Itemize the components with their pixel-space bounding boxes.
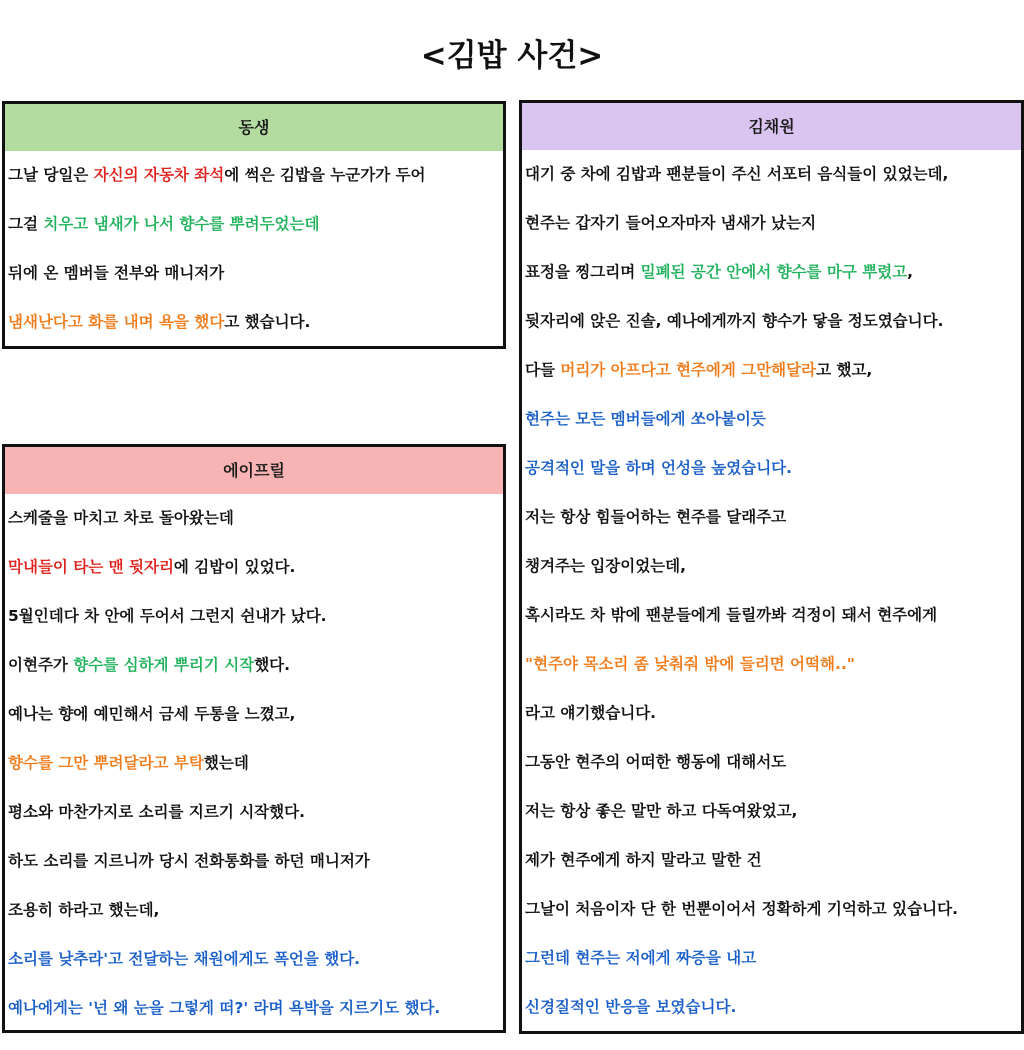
text-segment: 그걸 (8, 215, 44, 233)
text-segment: 하도 소리를 지르니까 당시 전화통화를 하던 매니저가 (8, 852, 370, 870)
kim-chaewon-statement-box (519, 100, 1024, 1034)
text-segment: 향수를 심하게 뿌리기 시작 (73, 656, 255, 674)
text-segment: 저는 항상 좋은 말만 하고 다독여왔었고, (525, 802, 798, 820)
page-title: <김밥 사건> (420, 38, 604, 74)
statement-line (5, 886, 503, 935)
statement-line (522, 542, 1021, 591)
text-segment: "현주야 목소리 좀 낮춰줘 밖에 들리면 어떡해.." (525, 655, 855, 673)
text-segment: 표정을 찡그리며 (525, 263, 641, 281)
text-segment: 소리를 낮추라'고 전달하는 채원에게도 폭언을 했다. (8, 950, 361, 968)
text-segment: 했는데 (203, 754, 249, 772)
text-segment: 예나에게는 '넌 왜 눈을 그렇게 떠?' 라며 욕박을 지르기도 했다. (8, 999, 441, 1017)
text-segment: 뒤에 온 멤버들 전부와 매니저가 (8, 264, 225, 282)
text-segment: 향수를 그만 뿌려달라고 부탁 (8, 754, 204, 772)
statement-line (522, 983, 1021, 1032)
text-segment: 라고 얘기했습니다. (525, 704, 657, 722)
statement-line (522, 199, 1021, 248)
text-segment: 예나는 향에 예민해서 금세 두통을 느꼈고, (8, 705, 296, 723)
text-segment: 그런데 현주는 저에게 짜증을 내고 (525, 949, 757, 967)
statement-lines (5, 151, 503, 347)
text-segment: 이현주가 (8, 656, 74, 674)
text-segment: 치우고 냄새가 나서 향수를 뿌려두었는데 (43, 215, 320, 233)
statement-line (522, 689, 1021, 738)
box-header-kim-chaewon: 김채원 (522, 103, 1021, 150)
statement-line (5, 739, 503, 788)
text-segment: 평소와 마찬가지로 소리를 지르기 시작했다. (8, 803, 305, 821)
box-header-april: 에이프릴 (5, 447, 503, 494)
text-segment: 공격적인 말을 하며 언성을 높였습니다. (525, 459, 793, 477)
april-statement-box (2, 444, 506, 1033)
text-segment: 혹시라도 차 밖에 팬분들에게 들릴까봐 걱정이 돼서 현주에게 (525, 606, 938, 624)
statement-line (5, 494, 503, 543)
text-segment: 신경질적인 반응을 보였습니다. (525, 998, 737, 1016)
text-segment: 현주는 모든 멤버들에게 쏘아붙이듯 (525, 410, 766, 428)
statement-line (5, 837, 503, 886)
text-segment: 에 김밥이 있었다. (173, 558, 296, 576)
statement-lines (5, 494, 503, 1033)
statement-line (522, 934, 1021, 983)
box-header-sibling: 동생 (5, 104, 503, 151)
text-segment: 현주는 갑자기 들어오자마자 냄새가 났는지 (525, 214, 817, 232)
text-segment: 에 썩은 김밥을 누군가가 두어 (224, 166, 426, 184)
text-segment: , (907, 263, 914, 281)
statement-line (5, 249, 503, 298)
statement-line (522, 493, 1021, 542)
statement-line (5, 984, 503, 1033)
statement-lines (522, 150, 1021, 1032)
text-segment: 그날이 처음이자 단 한 번뿐이어서 정확하게 기억하고 있습니다. (525, 900, 958, 918)
statement-line (522, 444, 1021, 493)
text-segment: 고 했고, (816, 361, 873, 379)
statement-line (5, 641, 503, 690)
statement-line (5, 935, 503, 984)
text-segment: 대기 중 차에 김밥과 팬분들이 주신 서포터 음식들이 있었는데, (525, 165, 949, 183)
text-segment: 자신의 자동차 좌석 (93, 166, 225, 184)
text-segment: 머리가 아프다고 현주에게 그만해달라 (560, 361, 817, 379)
text-segment: 냄새난다고 화를 내며 욕을 했다 (8, 313, 225, 331)
statement-line (5, 690, 503, 739)
sibling-statement-box (2, 101, 506, 349)
statement-line (522, 787, 1021, 836)
text-segment: 저는 항상 힘들어하는 현주를 달래주고 (525, 508, 787, 526)
statement-line (522, 297, 1021, 346)
text-segment: 뒷자리에 앉은 진솔, 예나에게까지 향수가 닿을 정도였습니다. (525, 312, 944, 330)
statement-line (5, 200, 503, 249)
statement-line (522, 640, 1021, 689)
statement-line (522, 346, 1021, 395)
text-segment: 조용히 하라고 했는데, (8, 901, 160, 919)
statement-line (5, 298, 503, 347)
statement-line (522, 150, 1021, 199)
text-segment: 그동안 현주의 어떠한 행동에 대해서도 (525, 753, 787, 771)
statement-line (522, 591, 1021, 640)
text-segment: 고 했습니다. (224, 313, 311, 331)
statement-line (522, 395, 1021, 444)
text-segment: 챙겨주는 입장이었는데, (525, 557, 687, 575)
text-segment: 그날 당일은 (8, 166, 94, 184)
statement-line (522, 248, 1021, 297)
statement-line (522, 885, 1021, 934)
text-segment: 밀폐된 공간 안에서 향수를 마구 뿌렸고 (640, 263, 908, 281)
statement-line (522, 836, 1021, 885)
statement-line (5, 788, 503, 837)
text-segment: 했다. (254, 656, 291, 674)
statement-line (5, 543, 503, 592)
text-segment: 5월인데다 차 안에 두어서 그런지 쉰내가 났다. (8, 607, 327, 625)
statement-line (522, 738, 1021, 787)
statement-line (5, 592, 503, 641)
text-segment: 스케줄을 마치고 차로 돌아왔는데 (8, 509, 234, 527)
text-segment: 다들 (525, 361, 561, 379)
text-segment: 제가 현주에게 하지 말라고 말한 건 (525, 851, 762, 869)
statement-line (5, 151, 503, 200)
text-segment: 막내들이 타는 맨 뒷자리 (8, 558, 174, 576)
